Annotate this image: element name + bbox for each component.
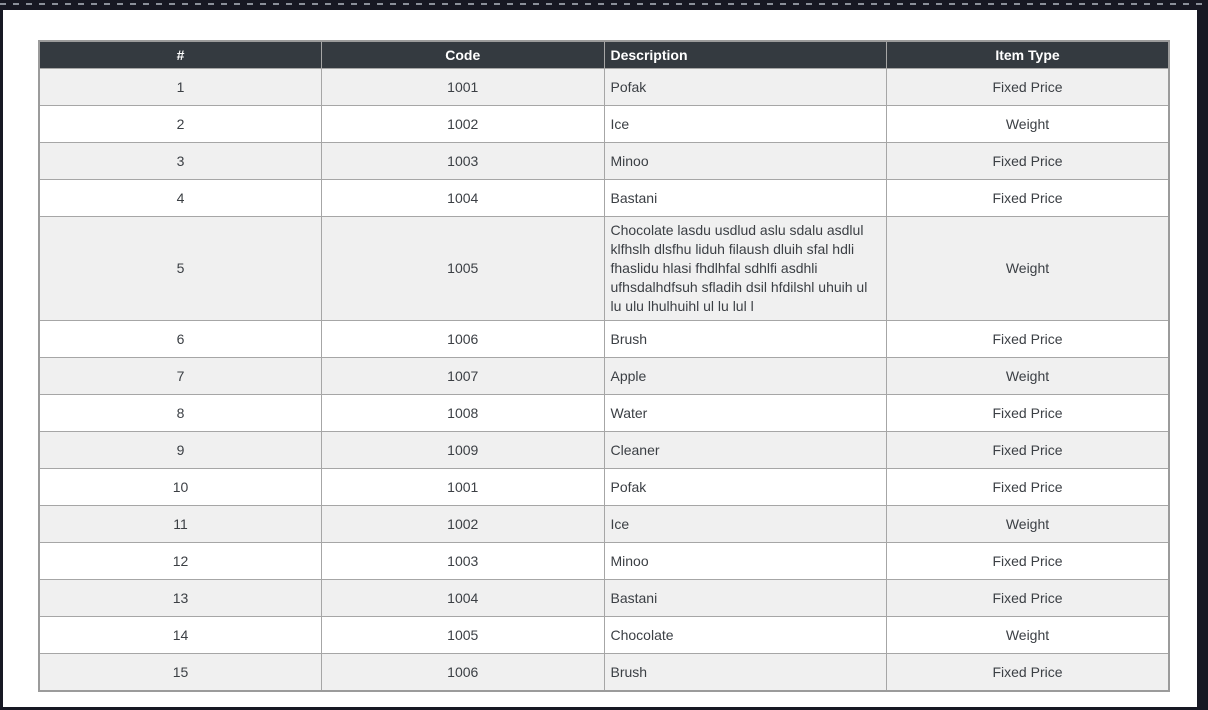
cell-code: 1001 — [322, 69, 605, 106]
page-break-dashed-line — [0, 3, 1208, 5]
col-header-number: # — [39, 41, 322, 69]
table-row — [39, 617, 1169, 654]
cell-item-type: Weight — [887, 506, 1170, 543]
table-row — [39, 469, 1169, 506]
cell-item-type: Fixed Price — [887, 395, 1170, 432]
items-table — [38, 40, 1170, 692]
cell-code: 1005 — [322, 617, 605, 654]
cell-code: 1001 — [322, 469, 605, 506]
table-row — [39, 580, 1169, 617]
cell-item-type: Weight — [887, 358, 1170, 395]
cell-description: Ice — [604, 506, 887, 543]
cell-number: 11 — [39, 506, 322, 543]
table-row — [39, 432, 1169, 469]
cell-code: 1003 — [322, 543, 605, 580]
cell-item-type: Fixed Price — [887, 143, 1170, 180]
cell-number: 8 — [39, 395, 322, 432]
table-row — [39, 106, 1169, 143]
cell-code: 1003 — [322, 143, 605, 180]
cell-item-type: Fixed Price — [887, 469, 1170, 506]
items-table-header — [39, 41, 1169, 69]
report-page — [3, 10, 1197, 707]
cell-code: 1002 — [322, 506, 605, 543]
cell-number: 15 — [39, 654, 322, 692]
cell-description: Ice — [604, 106, 887, 143]
table-row — [39, 217, 1169, 321]
cell-code: 1004 — [322, 180, 605, 217]
table-row — [39, 506, 1169, 543]
cell-number: 14 — [39, 617, 322, 654]
cell-number: 6 — [39, 321, 322, 358]
cell-code: 1009 — [322, 432, 605, 469]
cell-code: 1006 — [322, 654, 605, 692]
cell-description: Cleaner — [604, 432, 887, 469]
cell-description: Brush — [604, 321, 887, 358]
cell-number: 12 — [39, 543, 322, 580]
cell-number: 7 — [39, 358, 322, 395]
col-header-item-type: Item Type — [887, 41, 1170, 69]
items-table-body — [39, 69, 1169, 692]
header-row — [39, 41, 1169, 69]
cell-description: Minoo — [604, 543, 887, 580]
cell-number: 10 — [39, 469, 322, 506]
cell-description: Bastani — [604, 580, 887, 617]
cell-code: 1008 — [322, 395, 605, 432]
cell-item-type: Weight — [887, 617, 1170, 654]
col-header-description: Description — [604, 41, 887, 69]
table-row — [39, 395, 1169, 432]
cell-number: 3 — [39, 143, 322, 180]
cell-item-type: Weight — [887, 217, 1170, 321]
cell-code: 1002 — [322, 106, 605, 143]
cell-description: Water — [604, 395, 887, 432]
cell-item-type: Weight — [887, 106, 1170, 143]
cell-number: 13 — [39, 580, 322, 617]
table-row — [39, 543, 1169, 580]
col-header-code: Code — [322, 41, 605, 69]
cell-code: 1004 — [322, 580, 605, 617]
cell-number: 9 — [39, 432, 322, 469]
cell-description: Chocolate — [604, 617, 887, 654]
cell-number: 2 — [39, 106, 322, 143]
report-content — [3, 10, 1197, 692]
cell-description: Apple — [604, 358, 887, 395]
cell-code: 1007 — [322, 358, 605, 395]
cell-number: 4 — [39, 180, 322, 217]
cell-description: Pofak — [604, 469, 887, 506]
table-row — [39, 654, 1169, 692]
cell-item-type: Fixed Price — [887, 180, 1170, 217]
table-row — [39, 358, 1169, 395]
cell-item-type: Fixed Price — [887, 321, 1170, 358]
cell-item-type: Fixed Price — [887, 69, 1170, 106]
cell-item-type: Fixed Price — [887, 654, 1170, 692]
cell-description: Minoo — [604, 143, 887, 180]
cell-code: 1006 — [322, 321, 605, 358]
cell-item-type: Fixed Price — [887, 543, 1170, 580]
table-row — [39, 321, 1169, 358]
cell-description: Brush — [604, 654, 887, 692]
cell-description: Chocolate lasdu usdlud aslu sdalu asdlul klfhslh dlsfhu liduh filaush dluih sfal hdli fhaslidu hlasi fhdlhfal sdhlfi asdhli ufhsdalhdfsuh sfladih dsil hfdilshl uhuih ul lu ulu lhulhuihl ul lu lul l — [604, 217, 887, 321]
cell-description: Bastani — [604, 180, 887, 217]
cell-item-type: Fixed Price — [887, 580, 1170, 617]
cell-description: Pofak — [604, 69, 887, 106]
cell-number: 5 — [39, 217, 322, 321]
cell-number: 1 — [39, 69, 322, 106]
table-row — [39, 69, 1169, 106]
table-row — [39, 180, 1169, 217]
table-row — [39, 143, 1169, 180]
cell-code: 1005 — [322, 217, 605, 321]
cell-item-type: Fixed Price — [887, 432, 1170, 469]
